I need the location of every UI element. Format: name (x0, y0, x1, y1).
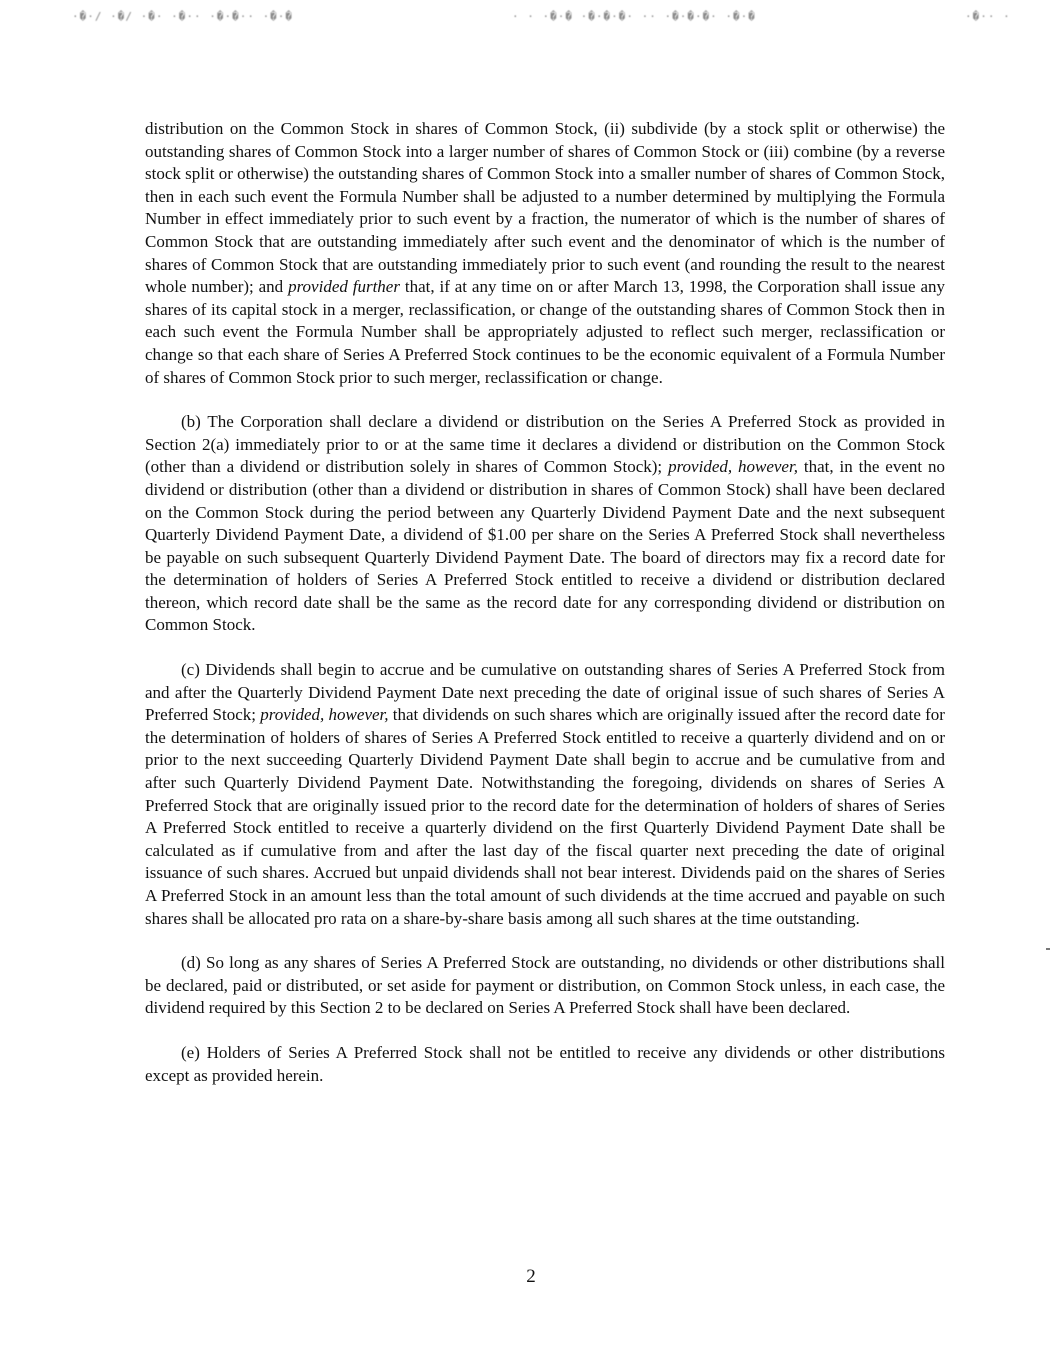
fax-header-right: ·�·· · (965, 10, 1011, 23)
paragraph-text: that dividends on such shares which are originally issued after the record date for the determination of holders of shares of Series A Preferred Stock entitled to receive a quarterly dividend and on or prior to the next succeeding Quarterly Dividend Payment Date shall begin to accrue and be cumulative from and after such Quarterly Dividend Payment Date. Notwithstanding the foregoing, dividends on shares of Series A Preferred Stock that are originally issued prior to the record date for the determination of holders of shares of Series A Preferred Stock entitled to receive a quarterly dividend on the first Quarterly Dividend Payment Date shall be calculated as if cumulative from and after the last day of the fiscal quarter next preceding the date of original issuance of such shares. Accrued but unpaid dividends shall not bear interest. Dividends paid on the shares of Series A Preferred Stock in an amount less than the total amount of such dividends at the time accrued and payable on such shares shall be allocated pro rata on a share-by-share basis among all such shares at the time outstanding. (145, 705, 945, 928)
paragraph-c (145, 659, 945, 930)
document-body (145, 118, 945, 1109)
paragraph-text: that, in the event no dividend or distribution (other than a dividend or distribution in shares of Common Stock) shall have been declared on the Common Stock during the period between any Quarterly Dividend Payment Date and the next subsequent Quarterly Dividend Payment Date, a dividend of $1.00 per share on the Series A Preferred Stock shall nevertheless be payable on such subsequent Quarterly Dividend Payment Date. The board of directors may fix a record date for the determination of holders of Series A Preferred Stock entitled to receive a dividend or distribution declared thereon, which record date shall be the same as the record date for any corresponding dividend or distribution on Common Stock. (145, 457, 945, 635)
emphasis-text: provided, however, (668, 457, 798, 477)
page-number: 2 (526, 1266, 536, 1287)
emphasis-text: provided, however, (260, 705, 389, 725)
paragraph-text: (e) Holders of Series A Preferred Stock shall not be entitled to receive any dividends or other distributions except as provided herein. (145, 1042, 945, 1085)
paragraph-e (145, 1042, 945, 1087)
paragraph-b (145, 411, 945, 637)
paragraph-text: distribution on the Common Stock in shares of Common Stock, (ii) subdivide (by a stock split or otherwise) the outstanding shares of Common Stock into a larger number of shares of Common Stock or (iii) combine (by a reverse stock split or otherwise) the outstanding shares of Common Stock into a smaller number of shares of Common Stock, then in each such event the Formula Number shall be adjusted to a number determined by multiplying the Formula Number in effect immediately prior to such event by a fraction, the numerator of which is the number of shares of Common Stock that are outstanding immediately after such event and the denominator of which is the number of shares of Common Stock that are outstanding immediately prior to such event (and rounding the result to the nearest whole number); and (145, 119, 945, 297)
fax-header-left: ·�·/ ·�/ ·�· ·�·· ·�·�·· ·�·� (72, 10, 294, 23)
fax-header-center: · · ·�·� ·�·�·�· ·· ·�·�·�· ·�·� (512, 10, 756, 23)
paragraph-text: that, if at any time on or after March 13, 1998, the Corporation shall issue any shares of its capital stock in a merger, reclassification, or change of the outstanding shares of Common Stock then in each such event the Formula Number shall be appropriately adjusted to reflect such merger, reclassification or change so that each share of Series A Preferred Stock continues to be the economic equivalent of a Formula Number of shares of Common Stock prior to such merger, reclassification or change. (145, 277, 945, 387)
paragraph-text: (c) Dividends shall begin to accrue and be cumulative on outstanding shares of Series A Preferred Stock from and after the Quarterly Dividend Payment Date next preceding the date of original issue of such shares of Series A Preferred Stock; (145, 660, 945, 725)
fax-transmission-header (0, 10, 1062, 30)
emphasis-text: provided further (288, 277, 400, 297)
scan-mark (1046, 948, 1050, 950)
paragraph-d (145, 952, 945, 1020)
paragraph-text: (b) The Corporation shall declare a dividend or distribution on the Series A Preferred Stock as provided in Section 2(a) immediately prior to or at the same time it declares a dividend or distribution on the Common Stock (other than a dividend or distribution solely in shares of Common Stock); (145, 412, 945, 477)
paragraph-text: (d) So long as any shares of Series A Preferred Stock are outstanding, no dividends or other distributions shall be declared, paid or distributed, or set aside for payment or distribution, on Common Stock unless, in each case, the dividend required by this Section 2 to be declared on Series A Preferred Stock shall have been declared. (145, 953, 945, 1018)
paragraph-continuation (145, 118, 945, 389)
